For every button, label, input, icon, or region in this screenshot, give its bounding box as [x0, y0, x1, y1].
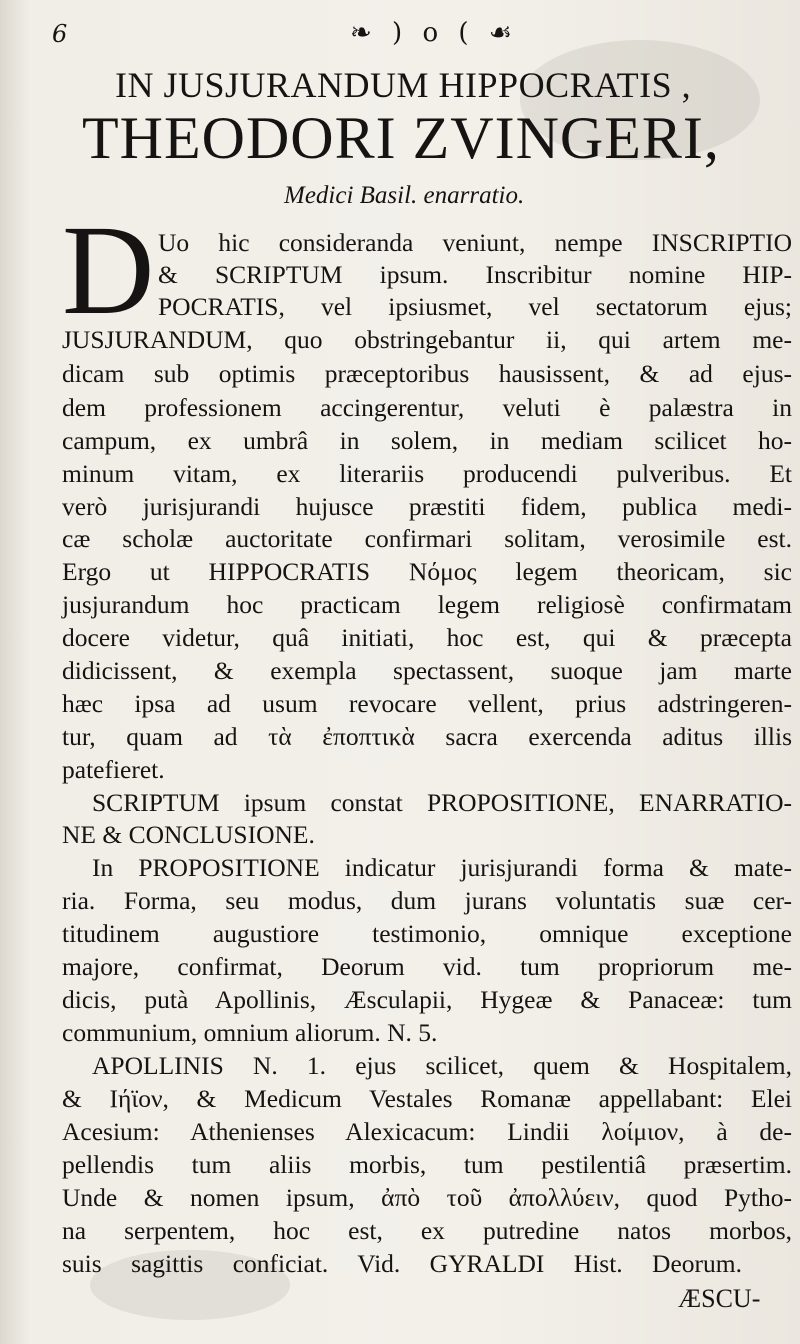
text-line: Unde & nomen ipsum, ἀπὸ τοῦ ἀπολλύειν, quod Pytho-	[62, 1183, 792, 1212]
text-line: titudinem augustiore testimonio, omnique exceptione	[62, 919, 792, 948]
text-line: dicam sub optimis præceptoribus hausissent, & ad ejus-	[62, 359, 792, 388]
text-line: communium, omnium aliorum. N. 5.	[62, 1018, 438, 1047]
text-line: APOLLINIS N. 1. ejus scilicet, quem & Hospitalem,	[92, 1051, 792, 1080]
text-line: POCRATIS, vel ipsiusmet, vel sectatorum ejus;	[158, 292, 792, 321]
text-line: docere videtur, quâ initiati, hoc est, qui & præcepta	[62, 623, 792, 652]
text-line: hæc ipsa ad usum revocare vellent, prius adstringeren-	[62, 689, 792, 718]
text-line: dem professionem accingerentur, veluti è palæstra in	[62, 393, 792, 422]
text-line: SCRIPTUM ipsum constat PROPOSITIONE, ENARRATIO-	[92, 788, 792, 817]
text-line: Acesium: Athenienses Alexicacum: Lindii λοίμιον, à de-	[62, 1117, 792, 1146]
text-line: jusjurandum hoc practicam legem religiosè confirmatam	[62, 590, 792, 619]
text-line: suis sagittis conficiat. Vid. GYRALDI Hist. Deorum.	[62, 1249, 742, 1278]
header-ornament: ❧ ) o ( ☙	[350, 18, 519, 48]
running-header	[0, 20, 800, 54]
title-line-1: IN JUSJURANDUM HIPPOCRATIS ,	[115, 65, 692, 105]
text-line: Ergo ut HIPPOCRATIS Νόμος legem theoricam, sic	[62, 557, 792, 586]
text-line: cæ scholæ auctoritate confirmari solitam, verosimile est.	[62, 524, 792, 553]
text-line: & Ιήϊον, & Medicum Vestales Romanæ appellabant: Elei	[62, 1084, 792, 1113]
text-line: majore, confirmat, Deorum vid. tum propriorum me-	[62, 952, 792, 981]
title-line-2: THEODORI ZVINGERI,	[82, 105, 720, 171]
text-line: ria. Forma, seu modus, dum jurans voluntatis suæ cer-	[62, 886, 792, 915]
text-line: didicissent, & exempla spectassent, suoque jam marte	[62, 656, 792, 685]
text-line: verò jurisjurandi hujusce præstiti fidem, publica medi-	[62, 492, 792, 521]
text-line: Uo hic consideranda veniunt, nempe INSCRIPTIO	[158, 228, 792, 257]
text-line: tur, quam ad τὰ ἐποπτικὰ sacra exercenda aditus illis	[62, 722, 792, 751]
catchword: ÆSCU-	[678, 1284, 761, 1313]
subtitle: Medici Basil. enarratio.	[284, 182, 525, 209]
text-line: minum vitam, ex literariis producendi pulveribus. Et	[62, 459, 792, 488]
text-line: & SCRIPTUM ipsum. Inscribitur nomine HIP-	[158, 260, 792, 289]
text-line: na serpentem, hoc est, ex putredine natos morbos,	[62, 1216, 792, 1245]
text-line: pellendis tum aliis morbis, tum pestilentiâ præsertim.	[62, 1150, 792, 1179]
text-line: patefieret.	[62, 755, 165, 784]
drop-cap: D	[62, 199, 155, 341]
text-line: NE & CONCLUSIONE.	[62, 820, 315, 849]
text-line: JUSJURANDUM, quo obstringebantur ii, qui artem me-	[62, 325, 792, 354]
text-line: campum, ex umbrâ in solem, in mediam scilicet ho-	[62, 426, 792, 455]
text-line: dicis, putà Apollinis, Æsculapii, Hygeæ & Panaceæ: tum	[62, 985, 792, 1014]
text-line: In PROPOSITIONE indicatur jurisjurandi forma & mate-	[92, 853, 792, 882]
page-number: 6	[52, 20, 68, 48]
